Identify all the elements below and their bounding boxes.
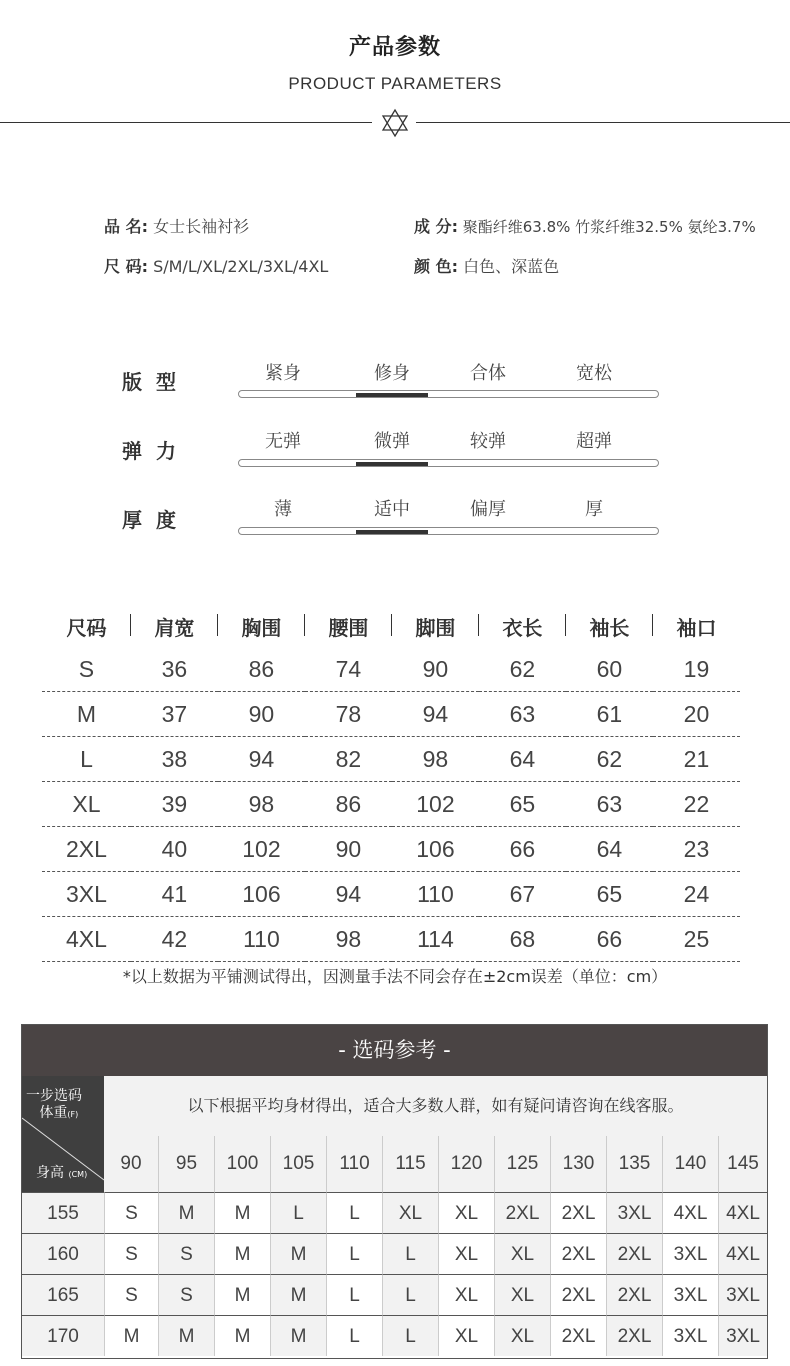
size-col-header: 尺码 [42,605,131,647]
size-cell: 37 [131,692,218,737]
size-col-header: 胸围 [218,605,305,647]
table-corner [22,1076,104,1192]
weight-cell: 120 [438,1136,494,1192]
size-cell: 66 [479,827,566,872]
scale-thickness-marker [356,530,428,534]
scale-fit-option: 修身 [374,363,410,384]
size-row [42,737,740,782]
recommended-size-cell: M [104,1315,158,1356]
recommended-size-cell: XL [494,1233,550,1274]
size-cell: L [42,737,131,782]
scale-stretch-option: 微弹 [374,431,410,452]
size-cell: 21 [653,737,740,782]
scale-fit-label: 版型 [122,370,190,394]
info-size [104,254,328,277]
recommended-size-cell: M [158,1315,214,1356]
size-guide-row [22,1315,767,1356]
size-cell: 36 [131,647,218,692]
size-cell: 23 [653,827,740,872]
info-name [104,214,249,237]
info-size-value: S/M/L/XL/2XL/3XL/4XL [153,257,329,276]
size-cell: 22 [653,782,740,827]
info-material-label: 成 分: [414,217,458,236]
weight-cell: 115 [382,1136,438,1192]
size-guide-description: 以下根据平均身材得出，适合大多数人群，如有疑问请咨询在线客服。 [104,1076,767,1136]
height-cell: 165 [22,1274,104,1315]
recommended-size-cell: M [214,1274,270,1315]
weight-cell: 100 [214,1136,270,1192]
recommended-size-cell: 3XL [662,1315,718,1356]
size-cell: 62 [479,647,566,692]
size-cell: 106 [392,827,479,872]
recommended-size-cell: S [158,1233,214,1274]
recommended-size-cell: S [104,1192,158,1233]
info-name-value: 女士长袖衬衫 [153,217,250,236]
size-cell: 63 [566,782,653,827]
recommended-size-cell: M [214,1233,270,1274]
size-cell: 20 [653,692,740,737]
size-cell: S [42,647,131,692]
scale-thickness-option: 适中 [374,499,410,520]
size-cell: 86 [218,647,305,692]
size-cell: 110 [392,872,479,917]
recommended-size-cell: M [214,1315,270,1356]
scale-stretch-option: 较弹 [470,431,506,452]
recommended-size-cell: L [326,1315,382,1356]
size-cell: 38 [131,737,218,782]
size-cell: 90 [218,692,305,737]
scale-fit-option: 宽松 [576,363,612,384]
recommended-size-cell: 2XL [550,1315,606,1356]
weight-cell: 135 [606,1136,662,1192]
recommended-size-cell: 2XL [550,1192,606,1233]
recommended-size-cell: XL [438,1274,494,1315]
weight-row [104,1136,767,1192]
scale-fit-track [238,390,659,398]
scale-thickness-option: 偏厚 [470,499,506,520]
recommended-size-cell: L [382,1274,438,1315]
info-material-value: 聚酯纤维63.8% 竹浆纤维32.5% 氨纶3.7% [462,218,756,236]
size-cell: 40 [131,827,218,872]
recommended-size-cell: 4XL [662,1192,718,1233]
recommended-size-cell: 3XL [662,1233,718,1274]
info-color [414,254,559,277]
recommended-size-cell: XL [438,1233,494,1274]
info-color-label: 颜 色: [414,257,458,276]
size-cell: 98 [218,782,305,827]
size-cell: 110 [218,917,305,962]
size-cell: 39 [131,782,218,827]
weight-cell: 140 [662,1136,718,1192]
size-row [42,647,740,692]
page-subtitle: PRODUCT PARAMETERS [288,74,502,93]
weight-cell: 145 [718,1136,767,1192]
size-cell: 94 [392,692,479,737]
size-cell: 25 [653,917,740,962]
recommended-size-cell: 2XL [606,1274,662,1315]
size-row [42,827,740,872]
recommended-size-cell: XL [494,1274,550,1315]
size-col-header: 衣长 [479,605,566,647]
scale-stretch-option: 无弹 [265,431,301,452]
scale-fit-option: 合体 [470,363,506,384]
size-cell: 64 [479,737,566,782]
recommended-size-cell: XL [382,1192,438,1233]
size-cell: 64 [566,827,653,872]
size-cell: 90 [305,827,392,872]
weight-cell: 110 [326,1136,382,1192]
scale-thickness-track [238,527,659,535]
recommended-size-cell: 2XL [550,1233,606,1274]
weight-cell: 105 [270,1136,326,1192]
size-cell: 19 [653,647,740,692]
size-guide-row [22,1192,767,1233]
size-cell: 78 [305,692,392,737]
weight-cell: 95 [158,1136,214,1192]
recommended-size-cell: S [104,1233,158,1274]
recommended-size-cell: 2XL [550,1274,606,1315]
size-cell: 4XL [42,917,131,962]
size-cell: 63 [479,692,566,737]
measurement-note: *以上数据为平铺测试得出，因测量手法不同会存在±2cm误差（单位：cm） [122,967,668,986]
recommended-size-cell: L [326,1192,382,1233]
recommended-size-cell: 3XL [718,1315,767,1356]
recommended-size-cell: XL [438,1192,494,1233]
divider-left [0,122,372,123]
size-cell: M [42,692,131,737]
size-cell: 94 [305,872,392,917]
scale-fit-marker [356,393,428,397]
recommended-size-cell: XL [494,1315,550,1356]
star-ornament-icon [380,108,410,138]
size-cell: 61 [566,692,653,737]
recommended-size-cell: 4XL [718,1192,767,1233]
scale-thickness-option: 厚 [585,499,603,520]
size-row [42,917,740,962]
size-cell: 3XL [42,872,131,917]
size-cell: 24 [653,872,740,917]
recommended-size-cell: L [270,1192,326,1233]
recommended-size-cell: L [326,1274,382,1315]
size-row [42,692,740,737]
recommended-size-cell: 3XL [662,1274,718,1315]
scale-stretch-marker [356,462,428,466]
size-cell: 65 [566,872,653,917]
size-guide-title: - 选码参考 - [22,1024,767,1076]
scale-thickness-option: 薄 [274,499,292,520]
weight-cell: 90 [104,1136,158,1192]
recommended-size-cell: S [104,1274,158,1315]
size-col-header: 肩宽 [131,605,218,647]
recommended-size-cell: 4XL [718,1233,767,1274]
size-cell: 94 [218,737,305,782]
scale-stretch-option: 超弹 [576,431,612,452]
scale-stretch-track [238,459,659,467]
size-cell: 102 [218,827,305,872]
size-cell: 67 [479,872,566,917]
size-cell: 114 [392,917,479,962]
info-material [414,214,756,237]
recommended-size-cell: 3XL [718,1274,767,1315]
scale-stretch-label: 弹力 [122,439,190,463]
page-title: 产品参数 [348,35,441,60]
size-cell: 90 [392,647,479,692]
size-cell: 82 [305,737,392,782]
size-col-header: 脚围 [392,605,479,647]
recommended-size-cell: XL [438,1315,494,1356]
recommended-size-cell: M [270,1233,326,1274]
corner-weight-label: 一步选码 体重(F) [26,1088,82,1121]
size-row [42,872,740,917]
size-cell: 102 [392,782,479,827]
divider-right [416,122,790,123]
recommended-size-cell: M [270,1315,326,1356]
size-cell: XL [42,782,131,827]
recommended-size-cell: L [382,1233,438,1274]
recommended-size-cell: M [158,1192,214,1233]
weight-cell: 130 [550,1136,606,1192]
size-guide-row [22,1274,767,1315]
size-cell: 62 [566,737,653,782]
size-row [42,782,740,827]
size-guide-row [22,1233,767,1274]
size-table [42,605,740,962]
height-cell: 160 [22,1233,104,1274]
height-cell: 170 [22,1315,104,1356]
size-cell: 106 [218,872,305,917]
size-col-header: 腰围 [305,605,392,647]
recommended-size-cell: M [270,1274,326,1315]
recommended-size-cell: L [382,1315,438,1356]
recommended-size-cell: 2XL [606,1233,662,1274]
recommended-size-cell: 2XL [494,1192,550,1233]
recommended-size-cell: M [214,1192,270,1233]
size-cell: 65 [479,782,566,827]
info-color-value: 白色、深蓝色 [463,257,560,276]
scale-fit-option: 紧身 [265,363,301,384]
size-cell: 98 [392,737,479,782]
size-col-header: 袖口 [676,615,717,640]
recommended-size-cell: 2XL [606,1315,662,1356]
size-cell: 42 [131,917,218,962]
size-cell: 41 [131,872,218,917]
size-cell: 66 [566,917,653,962]
recommended-size-cell: 3XL [606,1192,662,1233]
size-table-header [42,605,740,647]
size-cell: 98 [305,917,392,962]
size-cell: 86 [305,782,392,827]
info-name-label: 品 名: [104,217,148,236]
scale-thickness-label: 厚度 [122,508,190,532]
corner-height-label: 身高 (CM) [36,1165,88,1181]
size-cell: 68 [479,917,566,962]
size-cell: 74 [305,647,392,692]
weight-cell: 125 [494,1136,550,1192]
recommended-size-cell: L [326,1233,382,1274]
size-cell: 60 [566,647,653,692]
size-col-header: 袖长 [566,605,653,647]
height-cell: 155 [22,1192,104,1233]
info-size-label: 尺 码: [104,257,148,276]
recommended-size-cell: S [158,1274,214,1315]
size-cell: 2XL [42,827,131,872]
